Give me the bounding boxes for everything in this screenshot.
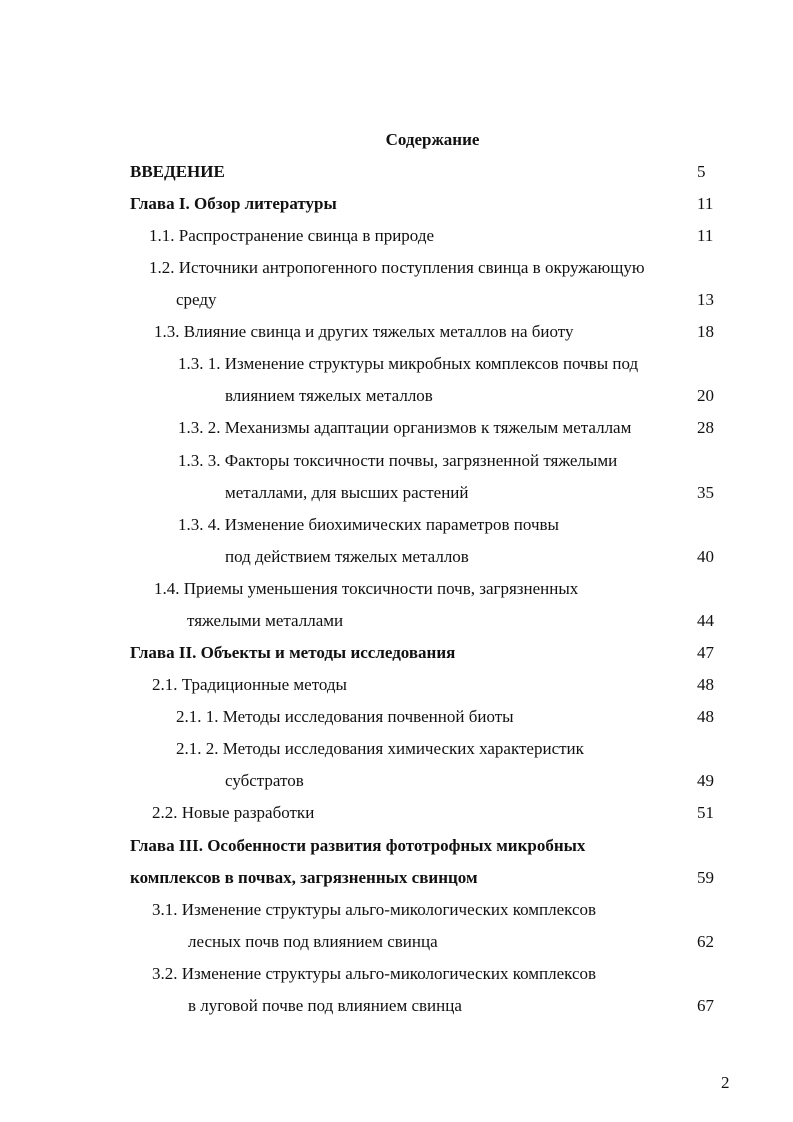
toc-entry: 1.2. Источники антропогенного поступления свинца в окружающую bbox=[149, 258, 645, 277]
page-number: 2 bbox=[721, 1073, 730, 1092]
toc-entry: 3.2. Изменение структуры альго-микологических комплексов bbox=[152, 964, 597, 983]
toc-entry-continuation: лесных почв под влиянием свинца bbox=[188, 932, 438, 951]
toc-page-number: 28 bbox=[697, 418, 714, 437]
toc-page-number: 49 bbox=[697, 771, 714, 790]
toc-entry-continuation: комплексов в почвах, загрязненных свинцом bbox=[130, 868, 478, 887]
toc-entry-chapter-1: Глава I. Обзор литературы bbox=[130, 194, 337, 213]
toc-entry: 2.2. Новые разработки bbox=[152, 803, 315, 822]
toc-entry-continuation: тяжелыми металлами bbox=[187, 611, 344, 630]
toc-entry: 1.3. Влияние свинца и других тяжелых металлов на биоту bbox=[154, 322, 574, 341]
toc-page-number: 11 bbox=[697, 226, 714, 245]
toc-page-number: 48 bbox=[697, 707, 714, 726]
toc-entry: 2.1. 2. Методы исследования химических характеристик bbox=[176, 739, 584, 758]
toc-entry: 2.1. 1. Методы исследования почвенной биоты bbox=[176, 707, 514, 726]
toc-page-number: 59 bbox=[697, 868, 714, 887]
toc-page-number: 35 bbox=[697, 483, 714, 502]
toc-entry: 1.3. 4. Изменение биохимических параметров почвы bbox=[178, 515, 559, 534]
toc-entry-continuation: субстратов bbox=[225, 771, 304, 790]
toc-entry: 1.3. 2. Механизмы адаптации организмов к тяжелым металлам bbox=[178, 418, 632, 437]
toc-entry-continuation: в луговой почве под влиянием свинца bbox=[188, 996, 462, 1015]
page-title: Содержание bbox=[385, 130, 480, 149]
toc-page-number: 51 bbox=[697, 803, 714, 822]
toc-entry: 1.1. Распространение свинца в природе bbox=[149, 226, 435, 245]
toc-page-number: 13 bbox=[697, 290, 714, 309]
toc-entry-chapter-2: Глава II. Объекты и методы исследования bbox=[130, 643, 456, 662]
toc-entry-continuation: металлами, для высших растений bbox=[225, 483, 469, 502]
toc-entry-introduction: ВВЕДЕНИЕ bbox=[130, 162, 225, 181]
toc-entry: 1.3. 3. Факторы токсичности почвы, загрязненной тяжелыми bbox=[178, 451, 618, 470]
toc-page-number: 20 bbox=[697, 386, 714, 405]
toc-entry: 2.1. Традиционные методы bbox=[152, 675, 347, 694]
toc-page-number: 40 bbox=[697, 547, 714, 566]
toc-page-number: 67 bbox=[697, 996, 714, 1015]
toc-page-number: 5 bbox=[697, 162, 706, 181]
toc-entry: 3.1. Изменение структуры альго-микологических комплексов bbox=[152, 900, 597, 919]
toc-entry: 1.4. Приемы уменьшения токсичности почв, загрязненных bbox=[154, 579, 579, 598]
toc-entry-continuation: среду bbox=[176, 290, 217, 309]
toc-page-number: 11 bbox=[697, 194, 714, 213]
toc-page-number: 44 bbox=[697, 611, 714, 630]
toc-entry: 1.3. 1. Изменение структуры микробных комплексов почвы под bbox=[178, 354, 639, 373]
toc-page-number: 62 bbox=[697, 932, 714, 951]
toc-entry-continuation: влиянием тяжелых металлов bbox=[225, 386, 433, 405]
toc-page-number: 18 bbox=[697, 322, 714, 341]
toc-page-number: 47 bbox=[697, 643, 714, 662]
toc-page-number: 48 bbox=[697, 675, 714, 694]
toc-entry-chapter-3: Глава III. Особенности развития фототрофных микробных bbox=[130, 836, 586, 855]
toc-entry-continuation: под действием тяжелых металлов bbox=[225, 547, 469, 566]
